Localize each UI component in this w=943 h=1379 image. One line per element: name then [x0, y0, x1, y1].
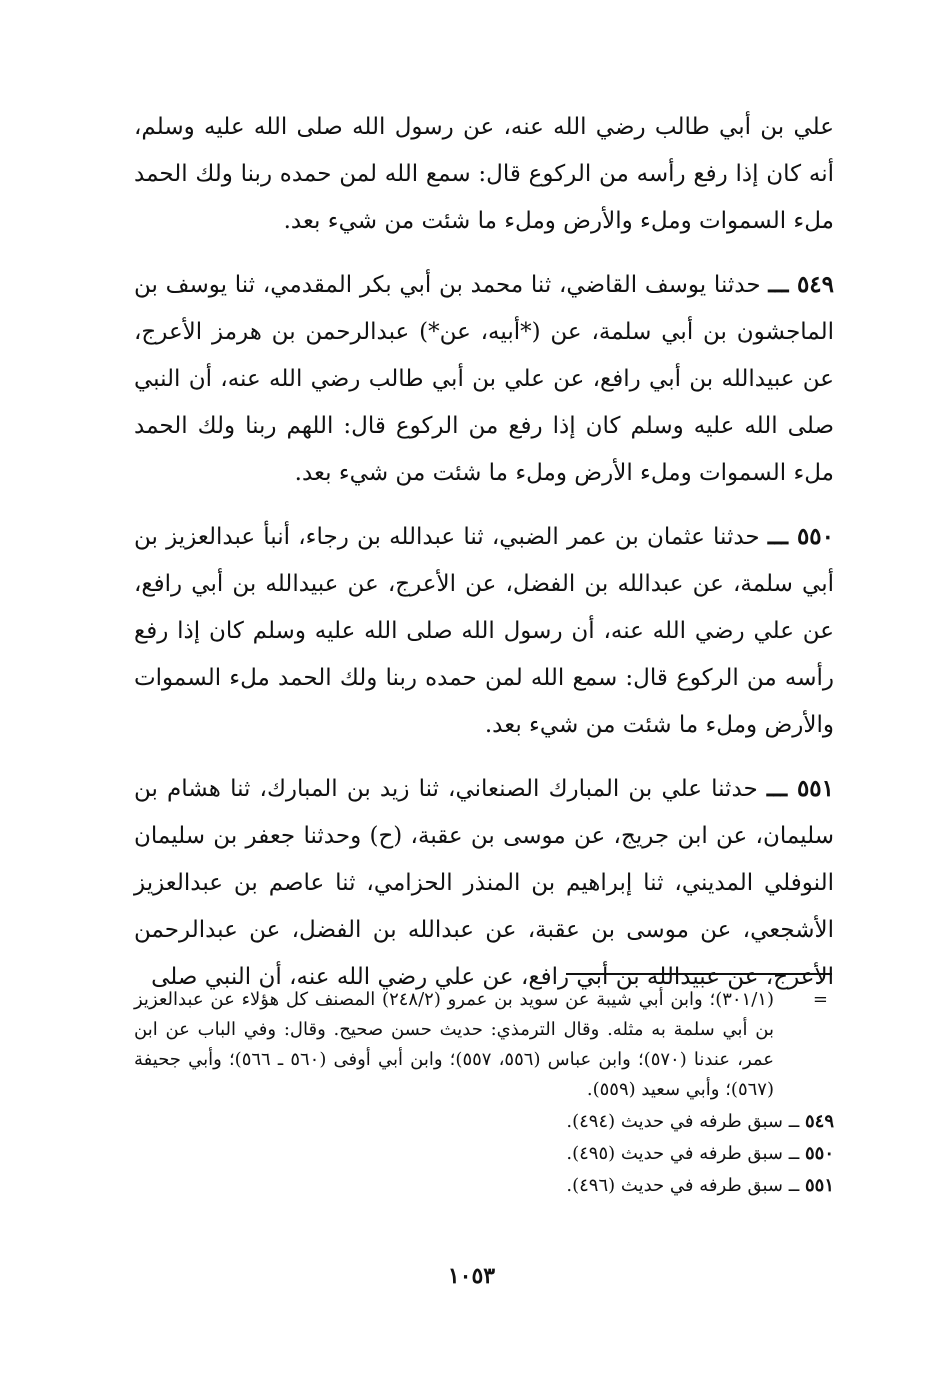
- footnote-text: (٣٠١/١)؛ وابن أبي شيبة عن سويد بن عمرو (٢٤٨/٢) المصنف كل هؤلاء عن عبدالعزيز بن أبي سلمة به مثله. وقال الترمذي: حديث حسن صحيح. وقال: وفي الباب عن ابن عمر، عندنا (٥٧٠)؛ وابن عباس (٥٥٦، ٥٥٧)؛ وابن أبي أوفى (٥٦٠ ـ ٥٦٦)؛ وأبي جحيفة (٥٦٧)؛ وأبي سعيد (٥٥٩).: [134, 989, 775, 1100]
- hadith-550: [134, 513, 834, 749]
- footnote-number: ٥٤٩: [804, 1111, 834, 1132]
- paragraph-text: حدثنا علي بن المبارك الصنعاني، ثنا زيد بن المبارك، ثنا هشام بن سليمان، عن ابن جريج، عن موسى بن عقبة، (ح) وحدثنا جعفر بن سليمان النوفلي المديني، ثنا إبراهيم بن المنذر الحزامي، ثنا عاصم بن عبدالعزيز الأشجعي، عن موسى بن عقبة، عن عبدالله بن الفضل، عن عبدالرحمن الأعرج، عن عبيدالله بن أبي رافع، عن علي رضي الله عنه، أن النبي صلى: [134, 776, 834, 990]
- hadith-number: ٥٥١ ـــ: [766, 775, 834, 802]
- footnote-text: ــ سبق طرفه في حديث (٤٩٤).: [566, 1111, 800, 1132]
- main-text: [134, 104, 834, 1017]
- paragraph-text: حدثنا يوسف القاضي، ثنا محمد بن أبي بكر المقدمي، ثنا يوسف بن الماجشون بن أبي سلمة، عن (*أبيه، عن*) عبدالرحمن بن هرمز الأعرج، عن عبيدالله بن أبي رافع، عن علي بن أبي طالب رضي الله عنه، أن النبي صلى الله عليه وسلم كان إذا رفع من الركوع قال: اللهم ربنا ولك الحمد ملء السموات وملء الأرض وملء ما شئت من شيء بعد.: [134, 272, 834, 486]
- page-number: ١٠٥٣: [447, 1263, 496, 1289]
- hadith-number: ٥٤٩ ـــ: [768, 271, 835, 298]
- paragraph-text: حدثنا عثمان بن عمر الضبي، ثنا عبدالله بن رجاء، أنبأ عبدالعزيز بن أبي سلمة، عن عبدالله بن الفضل، عن الأعرج، عن عبيدالله بن أبي رافع، عن علي رضي الله عنه، أن رسول الله صلى الله عليه وسلم كان إذا رفع رأسه من الركوع قال: سمع الله لمن حمده ربنا ولك الحمد ملء السموات والأرض وملء ما شئت من شيء بعد.: [134, 524, 834, 738]
- footnote-number: ٥٥١: [804, 1175, 834, 1196]
- footnote-number: ٥٥٠: [804, 1143, 834, 1164]
- footnote-divider: [566, 973, 832, 975]
- footnote-text: ــ سبق طرفه في حديث (٤٩٦).: [566, 1175, 800, 1196]
- footnote-text: ــ سبق طرفه في حديث (٤٩٥).: [566, 1143, 800, 1164]
- footnotes: [134, 985, 834, 1201]
- paragraph-continuation: [134, 104, 834, 245]
- footnote-551: [134, 1171, 834, 1201]
- paragraph-text: علي بن أبي طالب رضي الله عنه، عن رسول الله صلى الله عليه وسلم، أنه كان إذا رفع رأسه من الركوع قال: سمع الله لمن حمده ربنا ولك الحمد ملء السموات وملء والأرض وملء ما شئت من شيء بعد.: [134, 114, 834, 234]
- footnote-550: [134, 1139, 834, 1169]
- continuation-marker: =: [812, 989, 828, 1010]
- hadith-549: [134, 261, 834, 497]
- hadith-551: [134, 765, 834, 1001]
- hadith-number: ٥٥٠ ـــ: [767, 523, 834, 550]
- footnote-549: [134, 1107, 834, 1137]
- footnote-continuation: [134, 985, 834, 1105]
